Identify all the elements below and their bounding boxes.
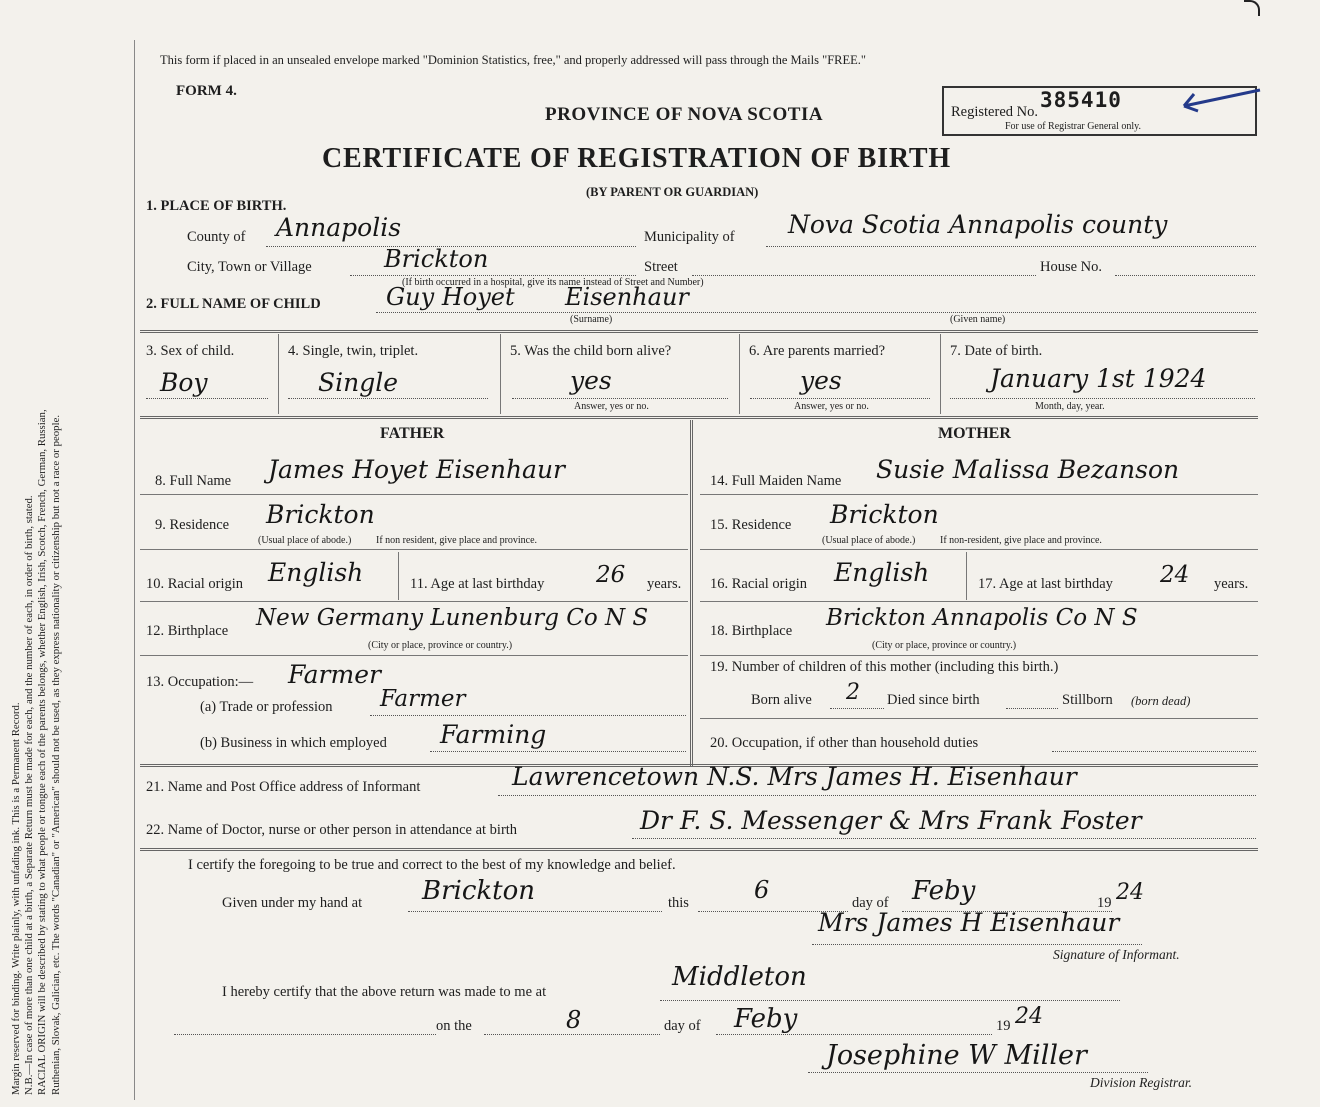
corner-mark [1244,0,1260,16]
given-month-value: Feby [912,876,976,906]
registrar-year-value: 24 [1015,1004,1043,1029]
father-age-value: 26 [596,562,626,588]
box-divider [739,334,740,414]
plurality-line [288,398,488,399]
born-alive-caption: Answer, yes or no. [574,401,649,412]
father-race-label: 10. Racial origin [146,576,244,592]
born-alive-line [512,398,728,399]
parents-married-line [750,398,930,399]
registrar-day-value: 8 [566,1006,582,1034]
child-surname: Eisenhaur [565,283,689,311]
informant-label: 21. Name and Post Office address of Informant [146,779,421,795]
stillborn-note: (born dead) [1131,694,1191,708]
box-divider [940,334,941,414]
margin-note-line: RACIAL ORIGIN will be described by stating to what people or tongue each of the parents belongs, whether English, Irish, Scotch, French, German, Russian, [36,409,49,1095]
registrar-month-line [716,1034,992,1035]
plurality-label: 4. Single, twin, triplet. [288,343,419,359]
registrar-place-value: Middleton [672,962,807,992]
mother-residence-note: If non-resident, give place and province. [940,535,1102,546]
stillborn-label: Stillborn [1062,692,1113,708]
given-year-prefix: 19 [1097,895,1112,911]
registrar-note: For use of Registrar General only. [1005,121,1141,132]
street-label: Street [644,259,678,275]
informant-value: Lawrencetown N.S. Mrs James H. Eisenhaur [512,762,1077,791]
father-occupation-value: Farmer [288,660,381,689]
father-trade-label: (a) Trade or profession [200,699,333,715]
registered-label: Registered No. [951,104,1038,120]
registrar-caption: Division Registrar. [1090,1075,1193,1090]
informant-signature-caption: Signature of Informant. [1053,947,1180,962]
child-name-line [376,312,1256,313]
house-number-line [1115,275,1255,276]
father-row-rule [140,601,688,602]
registrar-year-prefix: 19 [996,1018,1011,1034]
attendant-label: 22. Name of Doctor, nurse or other person in attendance at birth [146,822,518,838]
parents-center-divider [690,420,693,766]
county-label: County of [187,229,246,245]
street-line [692,275,1036,276]
mother-residence-label: 15. Residence [710,517,792,533]
parents-married-value: yes [800,366,842,395]
date-of-birth-caption: Month, day, year. [1035,401,1105,412]
box-divider [966,552,967,600]
municipality-line [766,246,1256,247]
registrar-signature: Josephine W Miller [826,1040,1087,1071]
father-birthplace-value: New Germany Lunenburg Co N S [256,605,649,631]
mother-age-label: 17. Age at last birthday [978,576,1113,592]
informant-signature: Mrs James H Eisenhaur [818,908,1120,937]
mother-residence-value: Brickton [830,500,939,529]
father-row-rule [140,655,688,656]
hospital-note: (If birth occurred in a hospital, give its name instead of Street and Number) [402,277,704,288]
margin-note-line: Margin reserved for binding. Write plainly, with unfading ink. This is a Permanent Record. [10,702,22,1095]
mother-age-unit: years. [1214,576,1249,592]
father-business-label: (b) Business in which employed [200,735,387,751]
sex-label: 3. Sex of child. [146,343,235,359]
given-place-value: Brickton [422,876,536,906]
registrar-day-line [484,1034,660,1035]
informant-signature-line [812,944,1142,945]
born-alive-value: yes [570,366,612,395]
plurality-value: Single [318,368,399,397]
child-given-names: Guy Hoyet [386,283,515,311]
mother-age-value: 24 [1160,562,1190,588]
this-label: this [668,895,689,911]
box-divider [398,552,399,600]
given-place-line [408,911,662,912]
date-of-birth-label: 7. Date of birth. [950,343,1043,359]
father-business-line [430,751,686,752]
registrar-month-value: Feby [734,1004,798,1034]
sex-line [146,398,268,399]
father-trade-value: Farmer [380,686,466,712]
postal-note: This form if placed in an unsealed envelope marked "Dominion Statistics, free," and properly addressed will pass through the Mails "FREE." [160,53,867,67]
father-race-value: English [268,558,364,587]
mother-race-value: English [834,558,930,587]
registrar-day-of-label: day of [664,1018,701,1034]
box-divider [500,334,501,414]
certification-statement: I certify the foregoing to be true and correct to the best of my knowledge and belief. [188,857,676,873]
father-name-value: James Hoyet Eisenhaur [268,455,565,484]
given-year-value: 24 [1116,880,1144,905]
mother-row-rule [700,494,1258,495]
children-count-label: 19. Number of children of this mother (including this birth.) [710,659,1059,675]
form-number: FORM 4. [176,83,237,99]
margin-note-line: Ruthenian, Slovak, Galician, etc. The words "Canadian" or "American" should not be used, as they express nationality or citizenship but not a race or people. [49,414,62,1095]
parents-married-label: 6. Are parents married? [749,343,886,359]
certificate-title: CERTIFICATE OF REGISTRATION OF BIRTH [322,143,951,174]
city-label: City, Town or Village [187,259,312,275]
box-divider [278,334,279,414]
mother-name-label: 14. Full Maiden Name [710,473,842,489]
father-row-rule [140,549,688,550]
mother-birthplace-label: 18. Birthplace [710,623,793,639]
born-alive-label: 5. Was the child born alive? [510,343,672,359]
certificate-subtitle: (BY PARENT OR GUARDIAN) [586,185,759,199]
attendant-line [632,838,1256,839]
city-value: Brickton [384,245,489,273]
date-of-birth-line [950,398,1255,399]
born-alive-count-value: 2 [846,680,860,705]
mother-row-rule [700,601,1258,602]
registrar-statement: I hereby certify that the above return was made to me at [222,984,547,1000]
given-under-hand-label: Given under my hand at [222,895,363,911]
father-age-label: 11. Age at last birthday [410,576,545,592]
attendant-value: Dr F. S. Messenger & Mrs Frank Foster [640,806,1142,835]
given-day-value: 6 [754,876,770,904]
father-name-label: 8. Full Name [155,473,232,489]
child-name-label: 2. FULL NAME OF CHILD [146,296,321,312]
municipality-label: Municipality of [644,229,735,245]
father-heading: FATHER [380,425,445,442]
mother-residence-note: (Usual place of abode.) [822,535,916,546]
mother-birthplace-note: (City or place, province or country.) [872,640,1017,651]
section-divider [140,330,1258,333]
mother-heading: MOTHER [938,425,1011,442]
given-day-of-label: day of [852,895,889,911]
province-heading: PROVINCE OF NOVA SCOTIA [545,104,824,125]
parents-married-caption: Answer, yes or no. [794,401,869,412]
father-occupation-label: 13. Occupation:— [146,674,254,690]
father-residence-label: 9. Residence [155,517,230,533]
informant-line [498,795,1256,796]
mother-row-rule [700,549,1258,550]
date-of-birth-value: January 1st 1924 [990,364,1207,393]
sex-value: Boy [160,368,208,397]
died-since-birth-label: Died since birth [887,692,980,708]
county-value: Annapolis [276,213,402,242]
father-birthplace-note: (City or place, province or country.) [368,640,513,651]
mother-name-value: Susie Malissa Bezanson [876,455,1180,484]
binding-margin-rule [134,40,135,1100]
house-number-label: House No. [1040,259,1103,275]
registrar-on-the-label: on the [436,1018,472,1034]
father-residence-note: If non resident, give place and province. [376,535,538,546]
mother-occupation-label: 20. Occupation, if other than household duties [710,735,979,751]
mother-occupation-line [1052,751,1256,752]
born-alive-count-line [830,708,884,709]
registered-number: 385410 [1040,88,1122,112]
mother-row-rule [700,718,1258,719]
father-residence-note: (Usual place of abode.) [258,535,352,546]
city-line [350,275,636,276]
mother-race-label: 16. Racial origin [710,576,808,592]
died-since-birth-line [1006,708,1058,709]
section-divider [140,416,1258,419]
mother-birthplace-value: Brickton Annapolis Co N S [826,605,1138,631]
municipality-value: Nova Scotia Annapolis county [788,210,1168,239]
given-name-caption: (Given name) [950,314,1006,325]
mother-row-rule [700,655,1258,656]
check-mark [1180,84,1264,114]
father-business-value: Farming [440,720,547,749]
father-trade-line [370,715,686,716]
surname-caption: (Surname) [570,314,613,325]
margin-note-line: N.B.—In case of more than one child at a birth, a Separate Return must be made for each, and the number of each, in order of birth, stated. [23,495,36,1095]
registrar-place-line [660,1000,1120,1001]
registrar-blank-line [174,1034,436,1035]
born-alive-count-label: Born alive [751,692,812,708]
father-row-rule [140,494,688,495]
father-age-unit: years. [647,576,682,592]
father-residence-value: Brickton [266,500,375,529]
registrar-signature-line [808,1072,1148,1073]
margin-instructions [10,35,126,1095]
father-birthplace-label: 12. Birthplace [146,623,229,639]
section-divider [140,848,1258,851]
place-of-birth-heading: 1. PLACE OF BIRTH. [146,198,287,214]
